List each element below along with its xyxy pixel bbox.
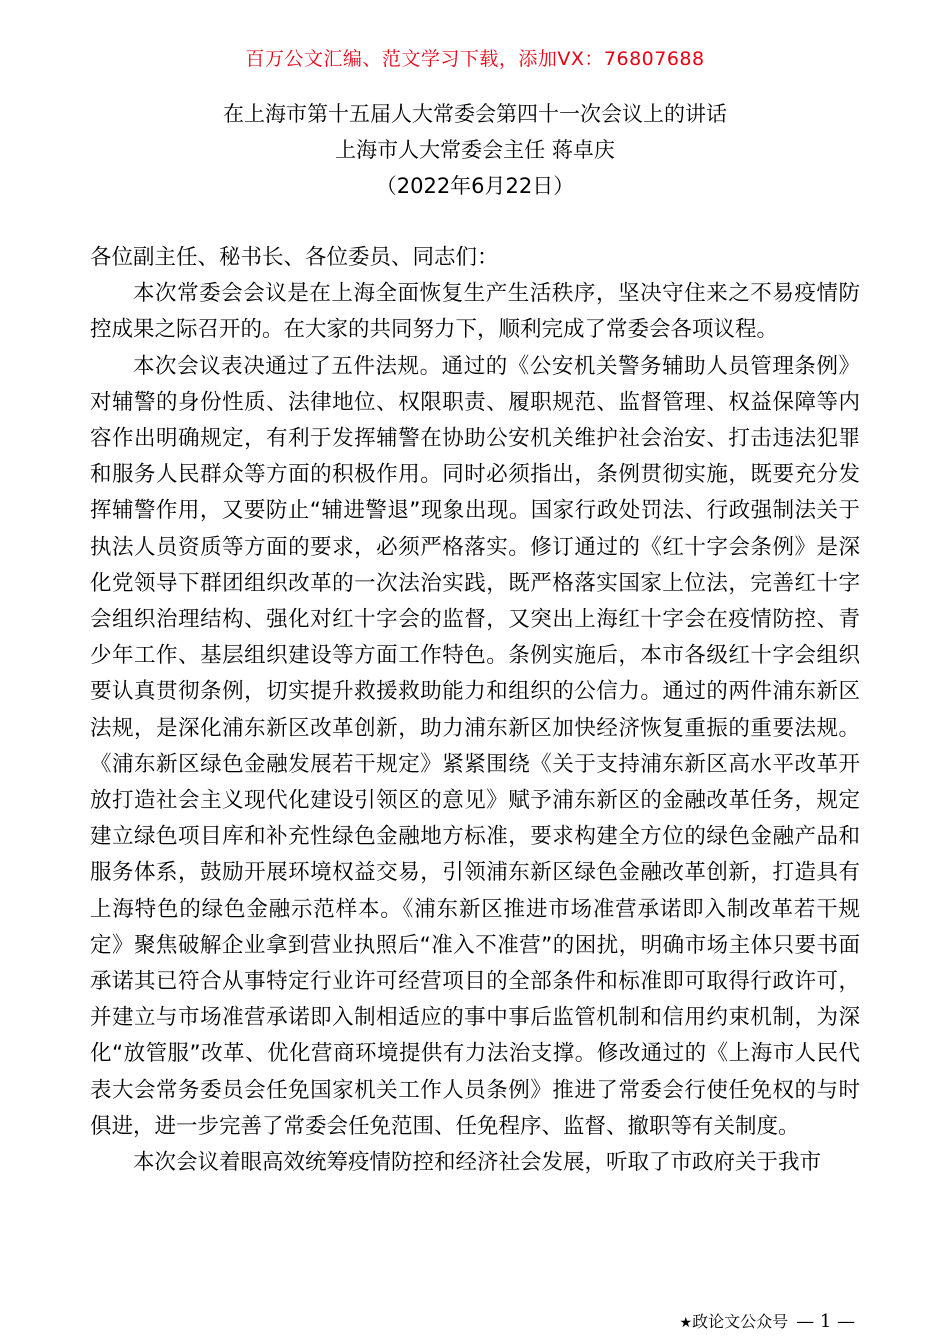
page-number: — 1 — [796,1311,855,1332]
speech-header [0,96,950,204]
footer-source: 政论文公众号 [692,1312,789,1331]
speech-date: （2022年6月22日） [375,174,575,198]
page-footer [680,1309,855,1332]
star-icon: ★ [679,1315,693,1331]
paragraph-3: 本次会议着眼高效统筹疫情防控和经济社会发展，听取了市政府关于我市 [133,1150,822,1176]
speaker-line: 上海市人大常委会主任 蒋卓庆 [335,138,615,162]
watermark-banner: 百万公文汇编、范文学习下载，添加VX：76807688 [245,48,705,70]
paragraph-1: 本次常委会会议是在上海全面恢复生产生活秩序，坚决守住来之不易疫情防控成果之际召开的。在大家的共同努力下，顺利完成了常委会各项议程。 [90,281,860,343]
speech-title: 在上海市第十五届人大常委会第四十一次会议上的讲话 [223,102,727,126]
salutation: 各位副主任、秘书长、各位委员、同志们： [90,245,499,270]
paragraph-2: 本次会议表决通过了五件法规。通过的《公安机关警务辅助人员管理条例》对辅警的身份性质、法律地位、权限职责、履职规范、监督管理、权益保障等内容作出明确规定，有利于发挥辅警在协助公安机关维护社会治安、打击违法犯罪和服务人民群众等方面的积极作用。同时必须指出，条例贯彻实施，既要充分发挥辅警作用，又要防止“辅进警退”现象出现。国家行政处罚法、行政强制法关于执法人员资质等方面的要求，必须严格落实。修订通过的《红十字会条例》是深化党领导下群团组织改革的一次法治实践，既严格落实国家上位法，完善红十字会组织治理结构、强化对红十字会的监督，又突出上海红十字会在疫情防控、青少年工作、基层组织建设等方面工作特色。条例实施后，本市各级红十字会组织要认真贯彻条例，切实提升救援救助能力和组织的公信力。通过的两件浦东新区法规，是深化浦东新区改革创新，助力浦东新区加快经济恢复重振的重要法规。《浦东新区绿色金融发展若干规定》紧紧围绕《关于支持浦东新区高水平改革开放打造社会主义现代化建设引领区的意见》赋予浦东新区的金融改革任务，规定建立绿色项目库和补充性绿色金融地方标准，要求构建全方位的绿色金融产品和服务体系，鼓励开展环境权益交易，引领浦东新区绿色金融改革创新，打造具有上海特色的绿色金融示范样本。《浦东新区推进市场准营承诺即入制改革若干规定》聚焦破解企业拿到营业执照后“准入不准营”的困扰，明确市场主体只要书面承诺其已符合从事特定行业许可经营项目的全部条件和标准即可取得行政许可，并建立与市场准营承诺即入制相适应的事中事后监管机制和信用约束机制，为深化“放管服”改革、优化营商环境提供有力法治支撑。修改通过的《上海市人民代表大会常务委员会任免国家机关工作人员条例》推进了常委会行使任免权的与时俱进，进一步完善了常委会任免范围、任免程序、监督、撤职等有关制度。 [90,353,860,1139]
speech-body [90,240,860,1181]
